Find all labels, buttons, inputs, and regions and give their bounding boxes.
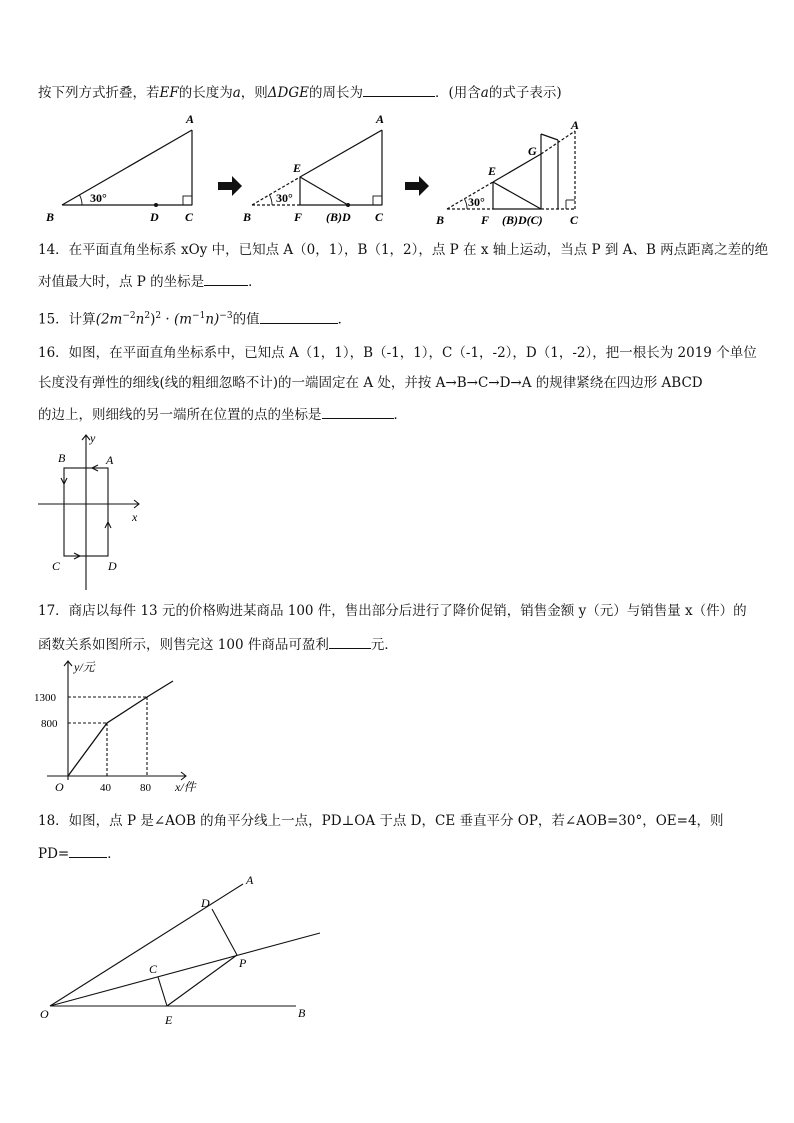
q15-expr: · (m [161,311,193,328]
q13-label-f: F [294,210,303,224]
q17-label-o: O [55,780,64,794]
q18-label-e: E [165,1013,173,1027]
q13-part: 的周长为 [309,85,364,101]
q13-angle3: 30° [468,195,485,209]
q15-exp: −2 [122,311,136,321]
q17-label-x: x/件 [175,780,196,794]
q13-label-bdc: (B)D(C) [502,213,543,227]
q16-label-x: x [132,510,138,524]
q18-label-b: B [298,1006,306,1020]
q15-exp: 2 [144,311,151,321]
q16-text: 的边上，则细线的另一端所在位置的点的坐标是 [38,407,322,423]
q13-label-c: C [185,210,194,224]
q16-text: ． [393,407,407,423]
q16-label-a: A [106,453,114,467]
q18-ray-oa [50,884,243,1006]
q13-label-a: A [186,112,195,126]
q15-expr: ) [150,311,156,328]
q13-label-g: G [528,144,537,158]
q13-part: 按下列方式折叠，若 [38,85,160,101]
q13-label-d: D [150,210,159,224]
q17-text: 元． [370,637,398,653]
q13-part: 的式子表示) [488,85,562,101]
q13-label-c2: C [375,210,384,224]
q18-label-d: D [201,896,210,910]
q16-label-d: D [108,559,117,573]
q13-a: a [480,85,489,101]
q15-expr: n) [205,311,220,328]
q13-label-e3: E [488,164,497,178]
q15-expr: n [135,311,145,328]
q14-text: ． [248,274,262,290]
q14-text: 对值最大时，点 P 的坐标是 [38,274,205,290]
q13-part: ．(用含 [435,85,481,101]
q17-tick-1300: 1300 [34,692,56,704]
q18-text: ． [107,846,121,862]
q13-label-b: B [46,210,55,224]
q16-label-y: y [90,431,96,445]
q13-dge: ΔDGE [267,85,310,101]
q13-label-a2: A [376,112,385,126]
q15-exp: −1 [192,311,206,321]
q13-label-e: E [293,161,302,175]
q18-bisector [50,933,320,1006]
q13-label-c3: C [570,213,579,227]
q15-text: 15．计算 [38,311,96,328]
q18-label-p: P [239,956,247,970]
q18-line1: 18．如图，点 P 是∠AOB 的角平分线上一点，PD⊥OA 于点 D，CE 垂直平分 OP，若∠AOB=30°，OE=4，则 [38,813,724,829]
q13-angle: 30° [90,191,107,205]
q16-line2: 长度没有弹性的细线(线的粗细忽略不计)的一端固定在 A 处，并按 A→B→C→D→A 的规律紧绕在四边形 ABCD [38,375,703,391]
q15-expr: (2m [95,311,123,328]
q17-text: 函数关系如图所示，则售完这 100 件商品可盈利 [38,637,329,653]
q18-label-o: O [40,1007,49,1021]
q18-label-a: A [246,873,254,887]
q18-segment-ep [167,955,237,1006]
q18-label-c: C [149,962,158,976]
q15-text: ． [337,311,352,328]
q13-label-b3: B [436,213,445,227]
q17-tick-80: 80 [140,782,151,794]
q16-label-b: B [58,451,66,465]
q13-part: ，则 [240,85,268,101]
q17-label-y: y/元 [74,660,95,674]
q15-exp: 2 [155,311,162,321]
q17-line1: 17．商店以每件 13 元的价格购进某商品 100 件，售出部分后进行了降价促销，销售金额 y（元）与销售量 x（件）的 [38,603,747,619]
q18-segment-ce [158,977,167,1006]
q16-label-c: C [52,559,61,573]
q13-angle2: 30° [276,191,293,205]
q13-label-bd: (B)D [326,210,351,224]
q13-label-f3: F [481,213,490,227]
q18-text: PD= [38,846,70,862]
q14-line1: 14．在平面直角坐标系 xOy 中，已知点 A（0，1），B（1，2），点 P 在 x 轴上运动，当点 P 到 A、B 两点距离之差的绝 [38,242,769,258]
q16-line1: 16．如图，在平面直角坐标系中，已知点 A（1，1），B（-1，1），C（-1，-2），D（1，-2），把一根长为 2019 个单位 [38,345,757,361]
q15-exp: −3 [219,311,233,321]
q17-tick-800: 800 [41,718,58,730]
q13-label-a3: A [571,118,580,132]
q13-a: a [232,85,241,101]
q15-text: 的值 [232,311,260,328]
q13-label-b2: B [243,210,252,224]
q17-tick-40: 40 [100,782,111,794]
q13-ef: EF [159,85,179,101]
q13-part: 的长度为 [178,85,233,101]
q18-segment-pd [212,909,237,955]
